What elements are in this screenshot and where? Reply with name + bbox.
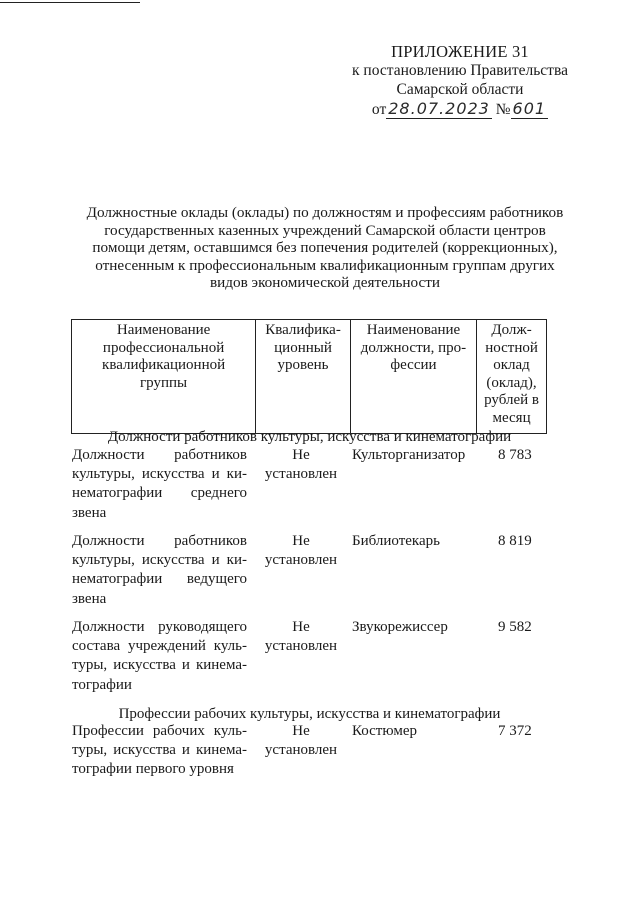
row-salary: 8 819 [498, 533, 532, 549]
header-qualification-level: Квалифика- ционный уровень [256, 320, 351, 434]
row-salary: 9 582 [498, 619, 532, 635]
row-qualification-level: Не установлен [264, 723, 338, 759]
row-position: Библиотекарь [352, 533, 440, 549]
header-salary: Долж- ностной оклад (оклад), рублей в месяц [477, 320, 547, 434]
table-row [0, 532, 640, 612]
header-qualification-group: Наименование профессиональной квалификационной группы [72, 320, 256, 434]
top-rule [0, 2, 140, 3]
row-position: Культорганизатор [352, 447, 466, 463]
number-sign: № [495, 101, 511, 118]
appendix-region-line: Самарской области [396, 81, 524, 98]
heading-line: помощи детям, оставшимся без попечения родителей (коррекционных), [92, 239, 558, 257]
row-qualification-group: Должности работников культуры, искусства и ки- нематографии среднего звена [72, 447, 247, 521]
heading-line: отнесенным к профессиональным квалификационным группам других [95, 256, 555, 274]
heading-line: государственных казенных учреждений Самарской области центров [104, 221, 546, 239]
salary-table-header [71, 319, 547, 434]
row-qualification-level: Не установлен [264, 533, 338, 569]
appendix-block [340, 42, 580, 119]
row-position: Звукорежиссер [352, 619, 448, 635]
row-qualification-level: Не установлен [264, 447, 338, 483]
row-qualification-group: Профессии рабочих куль- туры, искусства и кинема- тографии первого уровня [72, 723, 247, 778]
heading-line: видов экономической деятельности [209, 274, 441, 292]
row-qualification-level: Не установлен [264, 619, 338, 655]
appendix-title: ПРИЛОЖЕНИЕ 31 [391, 42, 529, 61]
row-salary: 8 783 [498, 447, 532, 463]
row-qualification-group: Должности руководящего состава учреждений куль- туры, искусства и кинема- тографии [72, 619, 247, 693]
date-prefix: от [371, 101, 387, 118]
header-position-name: Наименование должности, про- фессии [350, 320, 476, 434]
section-title: Профессии рабочих культуры, искусства и кинематографии [118, 706, 501, 722]
handwritten-number: 601 [512, 99, 547, 118]
appendix-date-line [340, 99, 580, 119]
table-row [0, 618, 640, 698]
heading-line: Должностные оклады (оклады) по должностям и профессиям работников [86, 204, 564, 221]
handwritten-date: 28.07.2023 [388, 99, 490, 118]
table-row [0, 722, 640, 782]
section-title: Должности работников культуры, искусства и кинематографии [107, 429, 512, 445]
appendix-resolution-line: к постановлению Правительства [352, 62, 568, 79]
table-row [0, 446, 640, 526]
row-salary: 7 372 [498, 723, 532, 739]
row-qualification-group: Должности работников культуры, искусства и ки- нематографии ведущего звена [72, 533, 247, 607]
row-position: Костюмер [352, 723, 418, 739]
document-heading [70, 204, 580, 292]
